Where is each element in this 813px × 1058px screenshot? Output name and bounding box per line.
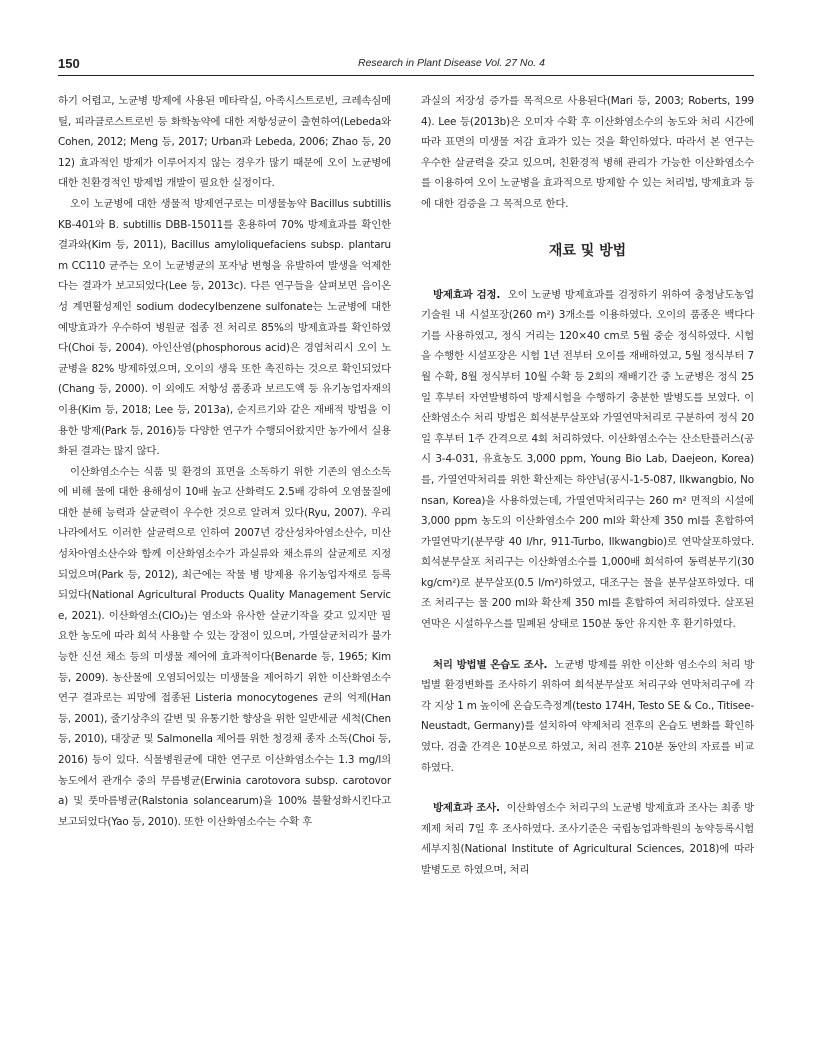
paragraph: 과실의 저장성 증가를 목적으로 사용된다(Mari 등, 2003; Roberts, 1994). Lee 등(2013b)은 오미자 수확 후 이산화염소수의 농도와 처리 시간에 따라 표면의 미생물 저감 효과가 있는 것을 확인하였다. 따라서 본 연구는 우수한 살균력을 갖고 있으며, 친환경적 병해 관리가 가능한 이산화염소수를 이용하여 오이 노균병을 효과적으로 방제할 수 있는 처리법, 방제효과 등에 대한 검증을 그 목적으로 한다. — [421, 95, 754, 210]
right-column — [421, 91, 754, 1041]
subsection-title: 처리 방법별 온습도 조사. — [433, 658, 548, 671]
subsection-text: 오이 노균병 방제효과를 검정하기 위하여 충청남도농업기술원 내 시설포장(260 m²) 3개소를 이용하였다. 오이의 품종은 백다다기를 사용하였고, 정식 거리는 120×40 cm로 5월 중순 정식하였다. 시험을 수행한 시설포장은 시험 1년 전부터 오이를 재배하였고, 5월 정식부터 7월 수확, 8월 정식부터 10월 수확 등 2회의 재배기간 중 노균병은 정식 25일 후부터 자연발병하여 방제시험을 수행하기 충분한 발병도를 보였다. 이산화염소수 처리 방법은 희석분무살포와 가열연막처리로 구분하여 정식 20일 후부터 1주 간격으로 4회 처리하였다. 이산화염소수는 산소탄플러스(공시 3-4-031, 유효농도 3,000 ppm, Young Bio Lab, Daejeon, Korea)를, 가열연막처리를 위한 확산제는 하얀님(공시-1-5-087, Ilkwangbio, Nonsan, Korea)을 사용하였는데, 가열연막처리구는 260 m² 면적의 시설에 3,000 ppm 농도의 이산화염소수 200 ml와 확산제 350 ml를 혼합하여 가열연막기(분무량 40 l/hr, 911-Turbo, Ilkwangbio)로 연막살포하였다. 희석분무살포 처리구는 이산화염소수를 1,000배 희석하여 동력분무기(30 kg/cm²)로 분무살포(0.5 l/m²)하였고, 대조구는 물을 분무살포하였다. 대조 처리구는 물 200 ml와 확산제 350 ml를 혼합하여 처리하였다. 살포된 연막은 시설하우스를 밀폐된 상태로 150분 동안 유지한 후 환기하였다. — [421, 288, 755, 631]
running-header — [58, 56, 754, 74]
subsection-text: 노균병 방제를 위한 이산화 염소수의 처리 방법별 환경변화를 조사하기 위하여 희석분무살포 처리구와 연막처리구에 각각 지상 1 m 높이에 온습도측정계(testo 174H, Testo SE & Co., Titisee-Neustadt, Germany)를 설치하여 약제처리 전후의 온습도 변화를 확인하였다. 검출 간격은 10분으로 하였고, 처리 전후 210분 동안의 자료를 비교하였다. — [421, 658, 754, 774]
subsection-paragraph — [421, 655, 754, 779]
paragraph: 이산화염소수는 식품 및 환경의 표면을 소독하기 위한 기존의 염소소독에 비해 물에 대한 용해성이 10배 높고 산화력도 2.5배 강하여 오염물질에 대한 분해 능력과 살균력이 우수한 것으로 알려져 있다(Ryu, 2007). 우리나라에서도 이러한 살균력으로 인하여 2007년 강산성차아염소산수, 미산성차아염소산수와 함께 이산화염소수가 과실류와 채소류의 살균제로 지정되었으며(Park 등, 2012), 최근에는 작물 병 방제용 유기농업자재로 등록되었다(National Agricultural Products Quality Management Service, 2021). 이산화염소(ClO₂)는 염소와 유사한 살균기작을 갖고 있지만 필요한 농도에 따라 희석 사용할 수 있는 장점이 있으며, 가열살균처리가 불가능한 신선 채소 등의 미생물 제어에 효과적이다(Benarde 등, 1965; Kim 등, 2009). 농산물에 오염되어있는 미생물을 제어하기 위한 이산화염소수 연구 결과로는 피망에 접종된 Listeria monocytogenes 균의 억제(Han 등, 2001), 줄기상추의 갈변 및 유통기한 향상을 위한 일반세균 세척(Chen 등, 2010), 대장균 및 Salmonella 제어를 위한 청경채 종자 소독(Choi 등, 2016) 등이 있다. 식물병원균에 대한 연구로 이산화염소수는 1.3 mg/l의 농도에서 관개수 중의 무름병균(Erwinia carotovora subsp. carotovora) 및 풋마름병균(Ralstonia solancearum)을 100% 불활성화시킨다고 보고되었다(Yao 등, 2010). 또한 이산화염소수는 수확 후 — [58, 465, 391, 828]
paragraph: 오이 노균병에 대한 생물적 방제연구로는 미생물농약 Bacillus subtillis KB-401와 B. subtillis DBB-15011를 혼용하여 70% 방제효과를 확인한 결과와(Kim 등, 2011), Bacillus amyloliquefaciens subsp. plantarum CC110 균주는 오이 노균병균의 포자낭 변형을 유발하여 발생을 억제한다는 결과가 보고되었다(Lee 등, 2013c). 다른 연구들을 살펴보면 음이온성 계면활성제인 sodium dodecylbenzene sulfonate는 노균병에 대한 예방효과가 우수하여 병원균 접종 전 처리로 85%의 방제효과를 확인하였다(Choi 등, 2004). 아인산염(phosphorous acid)은 경엽처리시 오이 노균병을 82% 방제하였으며, 오이의 생육 또한 촉진하는 것으로 확인되었다(Chang 등, 2000). 이 외에도 저항성 품종과 보르도액 등 유기농업자재의 이용(Kim 등, 2018; Lee 등, 2013a), 순지르기와 같은 재배적 방법을 이용한 방제(Park 등, 2016)등 다양한 연구가 수행되어왔지만 농가에서 실용화된 결과는 많지 않다. — [58, 197, 391, 458]
subsection-text: 이산화염소수 처리구의 노균병 방제효과 조사는 최종 방제제 처리 7일 후 조사하였다. 조사기준은 국립농업과학원의 농약등록시험 세부지침(National Institute of Agricultural Sciences, 2018)에 따라 발병도로 하였으며, 처리 — [421, 802, 755, 876]
header-rule — [58, 75, 754, 76]
paragraph: 하기 어렵고, 노균병 방제에 사용된 메타락실, 아족시스트로빈, 크레속심메틸, 피라클로스트로빈 등 화학농약에 대한 저항성균이 출현하여(Lebeda와 Cohen, 2012; Meng 등, 2017; Urban과 Lebeda, 2006; Zhao 등, 2012) 효과적인 방제가 이루어지지 않는 경우가 많기 때문에 오이 노균병에 대한 친환경적인 방제법 개발이 필요한 실정이다. — [58, 95, 391, 190]
subsection-paragraph — [421, 798, 754, 880]
subsection-title: 방제효과 조사. — [433, 802, 500, 815]
page-number: 150 — [58, 56, 80, 71]
subsection-title: 방제효과 검정. — [433, 288, 501, 301]
journal-title: Research in Plant Disease Vol. 27 No. 4 — [358, 57, 545, 69]
section-heading: 재료 및 방법 — [548, 242, 627, 259]
subsection-paragraph — [421, 285, 754, 635]
left-column — [58, 91, 391, 1041]
